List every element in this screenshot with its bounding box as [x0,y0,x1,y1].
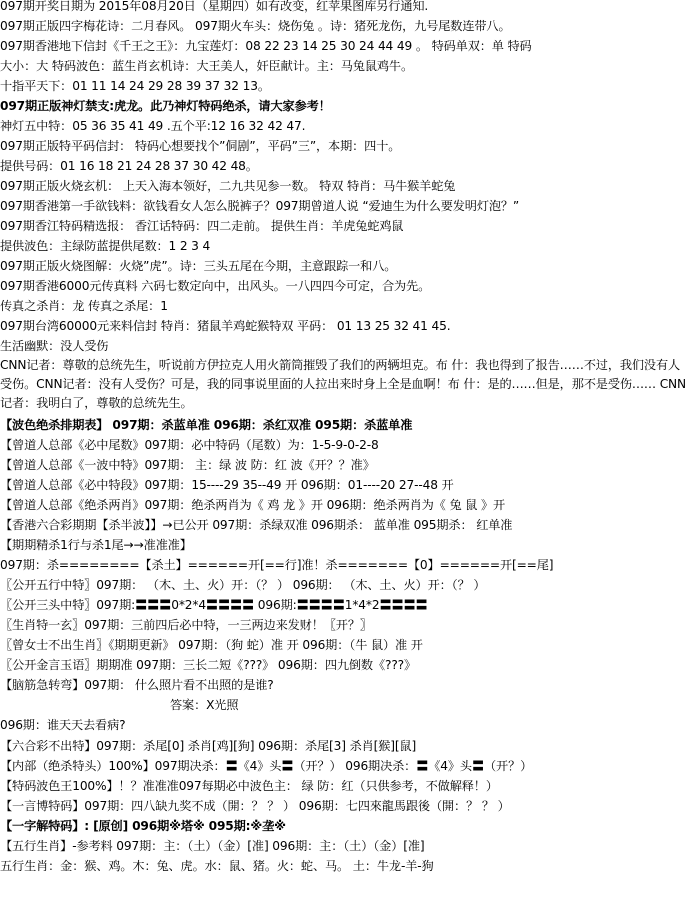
riddle-answer: 答案：X光照 [170,698,239,712]
text-line: 【香港六合彩期期【杀半波】】→已公开 097期：杀绿双准 096期杀： 蓝单准 095期杀： 红单准 [0,518,513,532]
text-line: 097期台湾60000元来料信封 特肖：猪鼠羊鸡蛇猴特双 平码： 01 13 25 32 41 45. [0,319,451,333]
text-line: 097期正版特平码信封： 特码心想要找个”侗剧”，平码”三”，本期：四十。 [0,139,401,153]
text-line: 097期正版火烧图解：火烧”虎”。诗：三头五尾在今期，主意跟踪一和八。 [0,259,397,273]
text-line: 【曾道人总部《绝杀两肖》097期：绝杀两肖为《 鸡 龙 》开 096期：绝杀两肖为《 兔 鼠 》开 [0,498,506,512]
text-line: 097期香港地下信封《千王之王》：九宝莲灯：08 22 23 14 25 30 24 44 49 。 特码单双：单 特码 [0,39,532,53]
text-line: 大小：大 特码波色：蓝生肖玄机诗：大王美人，奸臣献计。主：马兔鼠鸡牛。 [0,59,413,73]
text-line: 【波色绝杀排期表】 097期：杀蓝单准 096期：杀红双准 095期：杀蓝单准 [0,418,413,432]
text-line: 提供波色：主绿防蓝提供尾数：1 2 3 4 [0,239,211,253]
humor-paragraph: CNN记者：尊敬的总统先生，听说前方伊拉克人用火箭筒摧毁了我们的两辆坦克。布 什：我也得到了报告……不过，我们没有人受伤。CNN记者：没有人受伤？可是，我的同事说里面的人拉出来时身上全是血啊！布 什：是的……但是，那不是受伤…… CNN记者：我明白了，尊敬的总统先生。 [0,358,686,410]
text-line: 【特码波色王100%】！？准准准097每期必中波色主： 绿 防：红（只供参考，不做解释！） [0,779,498,793]
text-line: 生活幽默：没人受伤 [0,339,109,353]
text-line: 〖曾女士不出生肖〗《期期更新》 097期：（狗 蛇）准 开 096期：（牛 鼠）准 开 [0,638,423,652]
text-line: 【五行生肖】-参考料 097期：主：（土）（金）[准] 096期：主：（土）（金）[准] [0,839,425,853]
text-line: 097期：杀========【杀土】======开[==行]准！杀=======【0】======开[==尾] [0,558,554,572]
text-line: 096期：谁天天去看病? [0,718,126,732]
text-line: 【脑筋急转弯】097期： 什么照片看不出照的是谁? [0,678,274,692]
text-line: 097期正版四字梅花诗：二月春风。 097期火车头：烧伤兔 。诗：猪死龙伤，九号尾数连带八。 [0,19,511,33]
text-line: 传真之杀肖：龙 传真之杀尾：1 [0,299,168,313]
text-line: 097期香港第一手欲钱料：欲钱看女人怎么脱裤子？097期曾道人说 “爱迪生为什么要发明灯泡？” [0,199,520,213]
text-line: 提供号码：01 16 18 21 24 28 37 30 42 48。 [0,159,258,173]
text-line: 〖生肖特一玄〗097期：三前四后必中特，一三两边来发财！〖开？〗 [0,618,372,632]
text-line: 〖公开金言玉语〗期期准 097期：三长二短《???》 096期：四九倒数《???》 [0,658,416,672]
text-line: 神灯五中特：05 36 35 41 49 .五个平:12 16 32 42 47. [0,119,306,133]
text-line: 〖公开三头中特〗097期:〓〓〓0*2*4〓〓〓〓 096期:〓〓〓〓1*4*2〓〓〓〓 [0,598,428,612]
text-line: 097期正版神灯禁支:虎龙。此乃神灯特码绝杀，请大家参考！ [0,99,331,113]
text-line: 【六合彩不出特】097期：杀尾[0] 杀肖[鸡][狗] 096期：杀尾[3] 杀肖[猴][鼠] [0,739,417,753]
text-line: 【曾道人总部《必中特段》097期：15----29 35--49 开 096期：01----20 27--48 开 [0,478,454,492]
text-line: 【一字解特码】: [原创] 096期※塔※ 095期:※垄※ [0,819,286,833]
text-line: 097期香江特码精选报： 香江话特码：四二走前。 提供生肖：羊虎兔蛇鸡鼠 [0,219,404,233]
text-line: 【一言博特码】097期：四八缺九奖不成（開：？ ？ ） 096期：七四來龍馬跟後（開：？ ？ ） [0,799,510,813]
text-line: 097期正版火烧玄机： 上天入海本领好，二九共见参一数。 特双 特肖：马牛猴羊蛇兔 [0,179,456,193]
text-line: 【曾道人总部《一波中特》097期： 主：绿 波 防：红 波《开？？准》 [0,458,375,472]
text-line: 十指平天下：01 11 14 24 29 28 39 37 32 13。 [0,79,270,93]
text-line: 【曾道人总部《必中尾数》097期：必中特码（尾数）为：1-5-9-0-2-8 [0,438,379,452]
text-line: 【内部（绝杀特头）100%】097期决杀：〓《4》头〓（开？） 096期决杀：〓《4》头〓（开？） [0,759,533,773]
text-line: 097期开奖日期为 2015年08月20日（星期四）如有改变，红苹果图库另行通知. [0,0,429,13]
text-line: 【期期精杀1行与杀1尾→→准准准】 [0,538,192,552]
text-line: 097期香港6000元传真料 六码七数定向中，出风头。一八四四今可定，合为先。 [0,279,431,293]
text-line: 〖公开五行中特〗097期： （木、土、火）开：（？ ） 096期： （木、土、火）开：（？ ） [0,578,486,592]
text-line: 五行生肖：金：猴、鸡。木：兔、虎。水：鼠、猪。火：蛇、马。 土：牛龙-羊-狗 [0,859,434,873]
